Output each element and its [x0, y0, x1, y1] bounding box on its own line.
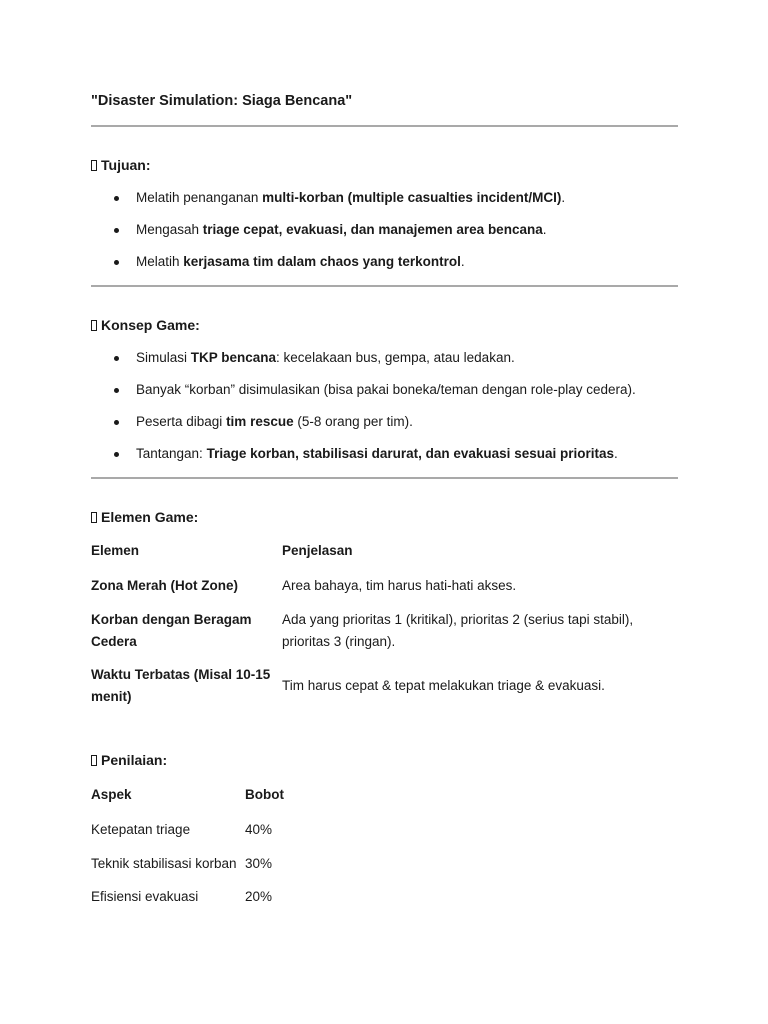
divider — [91, 285, 678, 287]
table-cell-elemen: Cedera — [91, 634, 137, 649]
table-cell-bobot: 40% — [245, 822, 273, 837]
divider — [91, 477, 678, 479]
list-item: Melatih penanganan multi-korban (multiple casualties incident/MCI). — [91, 188, 678, 220]
section-heading-penilaian — [91, 752, 167, 768]
section-heading-label: Elemen Game: — [101, 509, 199, 525]
section-heading-label: Tujuan: — [101, 157, 151, 173]
table-header-aspek: Aspek — [91, 787, 132, 802]
bullet-icon — [114, 388, 119, 393]
table-header-elemen: Elemen — [91, 543, 140, 558]
section-heading-konsep — [91, 317, 200, 333]
list-item: Peserta dibagi tim rescue (5-8 orang per tim). — [91, 412, 678, 444]
table-cell-elemen: Zona Merah (Hot Zone) — [91, 578, 238, 593]
section-heading-label: Penilaian: — [101, 752, 168, 768]
table-cell-elemen: Waktu Terbatas (Misal 10-15 — [91, 667, 271, 682]
penilaian-table — [91, 784, 391, 914]
list-item: Simulasi TKP bencana: kecelakaan bus, gempa, atau ledakan. — [91, 348, 678, 380]
missing-glyph-box-icon — [91, 755, 97, 766]
table-cell-penjelasan: Tim harus cepat & tepat melakukan triage & evakuasi. — [282, 678, 605, 693]
section-heading-elemen — [91, 509, 198, 525]
konsep-list — [91, 348, 678, 476]
table-cell-penjelasan: Area bahaya, tim harus hati-hati akses. — [282, 578, 517, 593]
bullet-icon — [114, 452, 119, 457]
table-cell-elemen: Korban dengan Beragam — [91, 612, 252, 627]
bullet-icon — [114, 420, 119, 425]
list-item: Tantangan: Triage korban, stabilisasi darurat, dan evakuasi sesuai prioritas. — [91, 444, 678, 476]
tujuan-list — [91, 188, 678, 284]
list-item: Banyak “korban” disimulasikan (bisa pakai boneka/teman dengan role-play cedera). — [91, 380, 678, 412]
table-cell-aspek: Ketepatan triage — [91, 822, 191, 837]
table-header-bobot: Bobot — [245, 787, 284, 802]
document-title: "Disaster Simulation: Siaga Bencana" — [91, 93, 353, 109]
missing-glyph-box-icon — [91, 512, 97, 523]
bullet-icon — [114, 356, 119, 361]
table-cell-bobot: 20% — [245, 889, 273, 904]
section-heading-tujuan — [91, 157, 151, 173]
bullet-icon — [114, 228, 119, 233]
bullet-icon — [114, 196, 119, 201]
missing-glyph-box-icon — [91, 160, 97, 171]
table-cell-bobot: 30% — [245, 856, 273, 871]
missing-glyph-box-icon — [91, 320, 97, 331]
table-cell-elemen: menit) — [91, 689, 132, 704]
list-item: Melatih kerjasama tim dalam chaos yang terkontrol. — [91, 252, 678, 284]
divider — [91, 125, 678, 127]
table-cell-aspek: Teknik stabilisasi korban — [91, 856, 237, 871]
table-header-penjelasan: Penjelasan — [282, 543, 353, 558]
bullet-icon — [114, 260, 119, 265]
table-cell-penjelasan: prioritas 3 (ringan). — [282, 634, 396, 649]
list-item: Mengasah triage cepat, evakuasi, dan manajemen area bencana. — [91, 220, 678, 252]
table-cell-penjelasan: Ada yang prioritas 1 (kritikal), prioritas 2 (serius tapi stabil), — [282, 612, 634, 627]
section-heading-label: Konsep Game: — [101, 317, 200, 333]
elemen-table — [91, 540, 678, 715]
table-cell-aspek: Efisiensi evakuasi — [91, 889, 199, 904]
